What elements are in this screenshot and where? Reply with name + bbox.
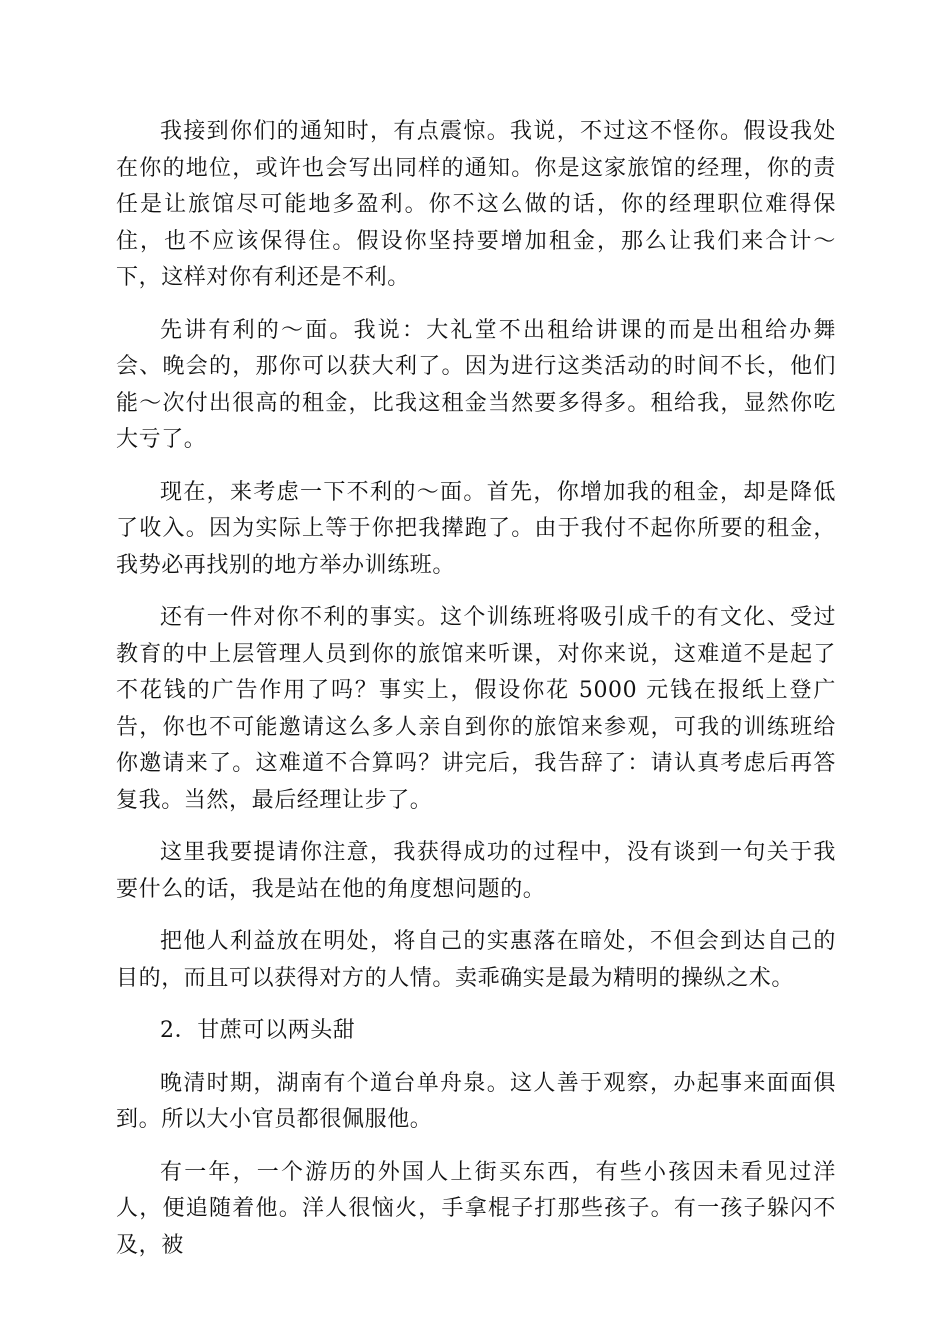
paragraph: 我接到你们的通知时，有点震惊。我说，不过这不怪你。假设我处在你的地位，或许也会写出同样的通知。你是这家旅馆的经理，你的责任是让旅馆尽可能地多盈利。你不这么做的话，你的经理职位难得保住，也不应该保得住。假设你坚持要增加租金，那么让我们来合计～下，这样对你有利还是不利。 bbox=[116, 119, 836, 290]
paragraph: 晚清时期，湖南有个道台单舟泉。这人善于观察，办起事来面面俱到。所以大小官员都很佩服他。 bbox=[116, 1070, 836, 1132]
paragraph: 还有一件对你不利的事实。这个训练班将吸引成千的有文化、受过教育的中上层管理人员到你的旅馆来听课，对你来说，这难道不是起了不花钱的广告作用了吗？事实上，假设你花 5000 元钱在报纸上登广告，你也不可能邀请这么多人亲自到你的旅馆来参观，可我的训练班给你邀请来了。这难道不合算吗？讲完后，我告辞了：请认真考虑后再答复我。当然，最后经理让步了。 bbox=[116, 605, 836, 813]
paragraph: 有一年，一个游历的外国人上街买东西，有些小孩因未看见过洋人，便追随着他。洋人很恼火，手拿棍子打那些孩子。有一孩子躲闪不及，被 bbox=[116, 1159, 836, 1258]
document-body bbox=[116, 114, 836, 1280]
section-heading: 2．甘蔗可以两头甜 bbox=[160, 1018, 356, 1043]
paragraph: 把他人利益放在明处，将自己的实惠落在暗处，不但会到达自己的目的，而且可以获得对方的人情。卖乖确实是最为精明的操纵之术。 bbox=[116, 929, 836, 991]
paragraph: 这里我要提请你注意，我获得成功的过程中，没有谈到一句关于我要什么的话，我是站在他的角度想问题的。 bbox=[116, 840, 836, 902]
paragraph: 先讲有利的～面。我说：大礼堂不出租给讲课的而是出租给办舞会、晚会的，那你可以获大利了。因为进行这类活动的时间不长，他们能～次付出很高的租金，比我这租金当然要多得多。租给我，显然你吃大亏了。 bbox=[116, 317, 836, 452]
paragraph: 现在，来考虑一下不利的～面。首先，你增加我的租金，却是降低了收入。因为实际上等于你把我撵跑了。由于我付不起你所要的租金，我势必再找别的地方举办训练班。 bbox=[116, 479, 836, 578]
